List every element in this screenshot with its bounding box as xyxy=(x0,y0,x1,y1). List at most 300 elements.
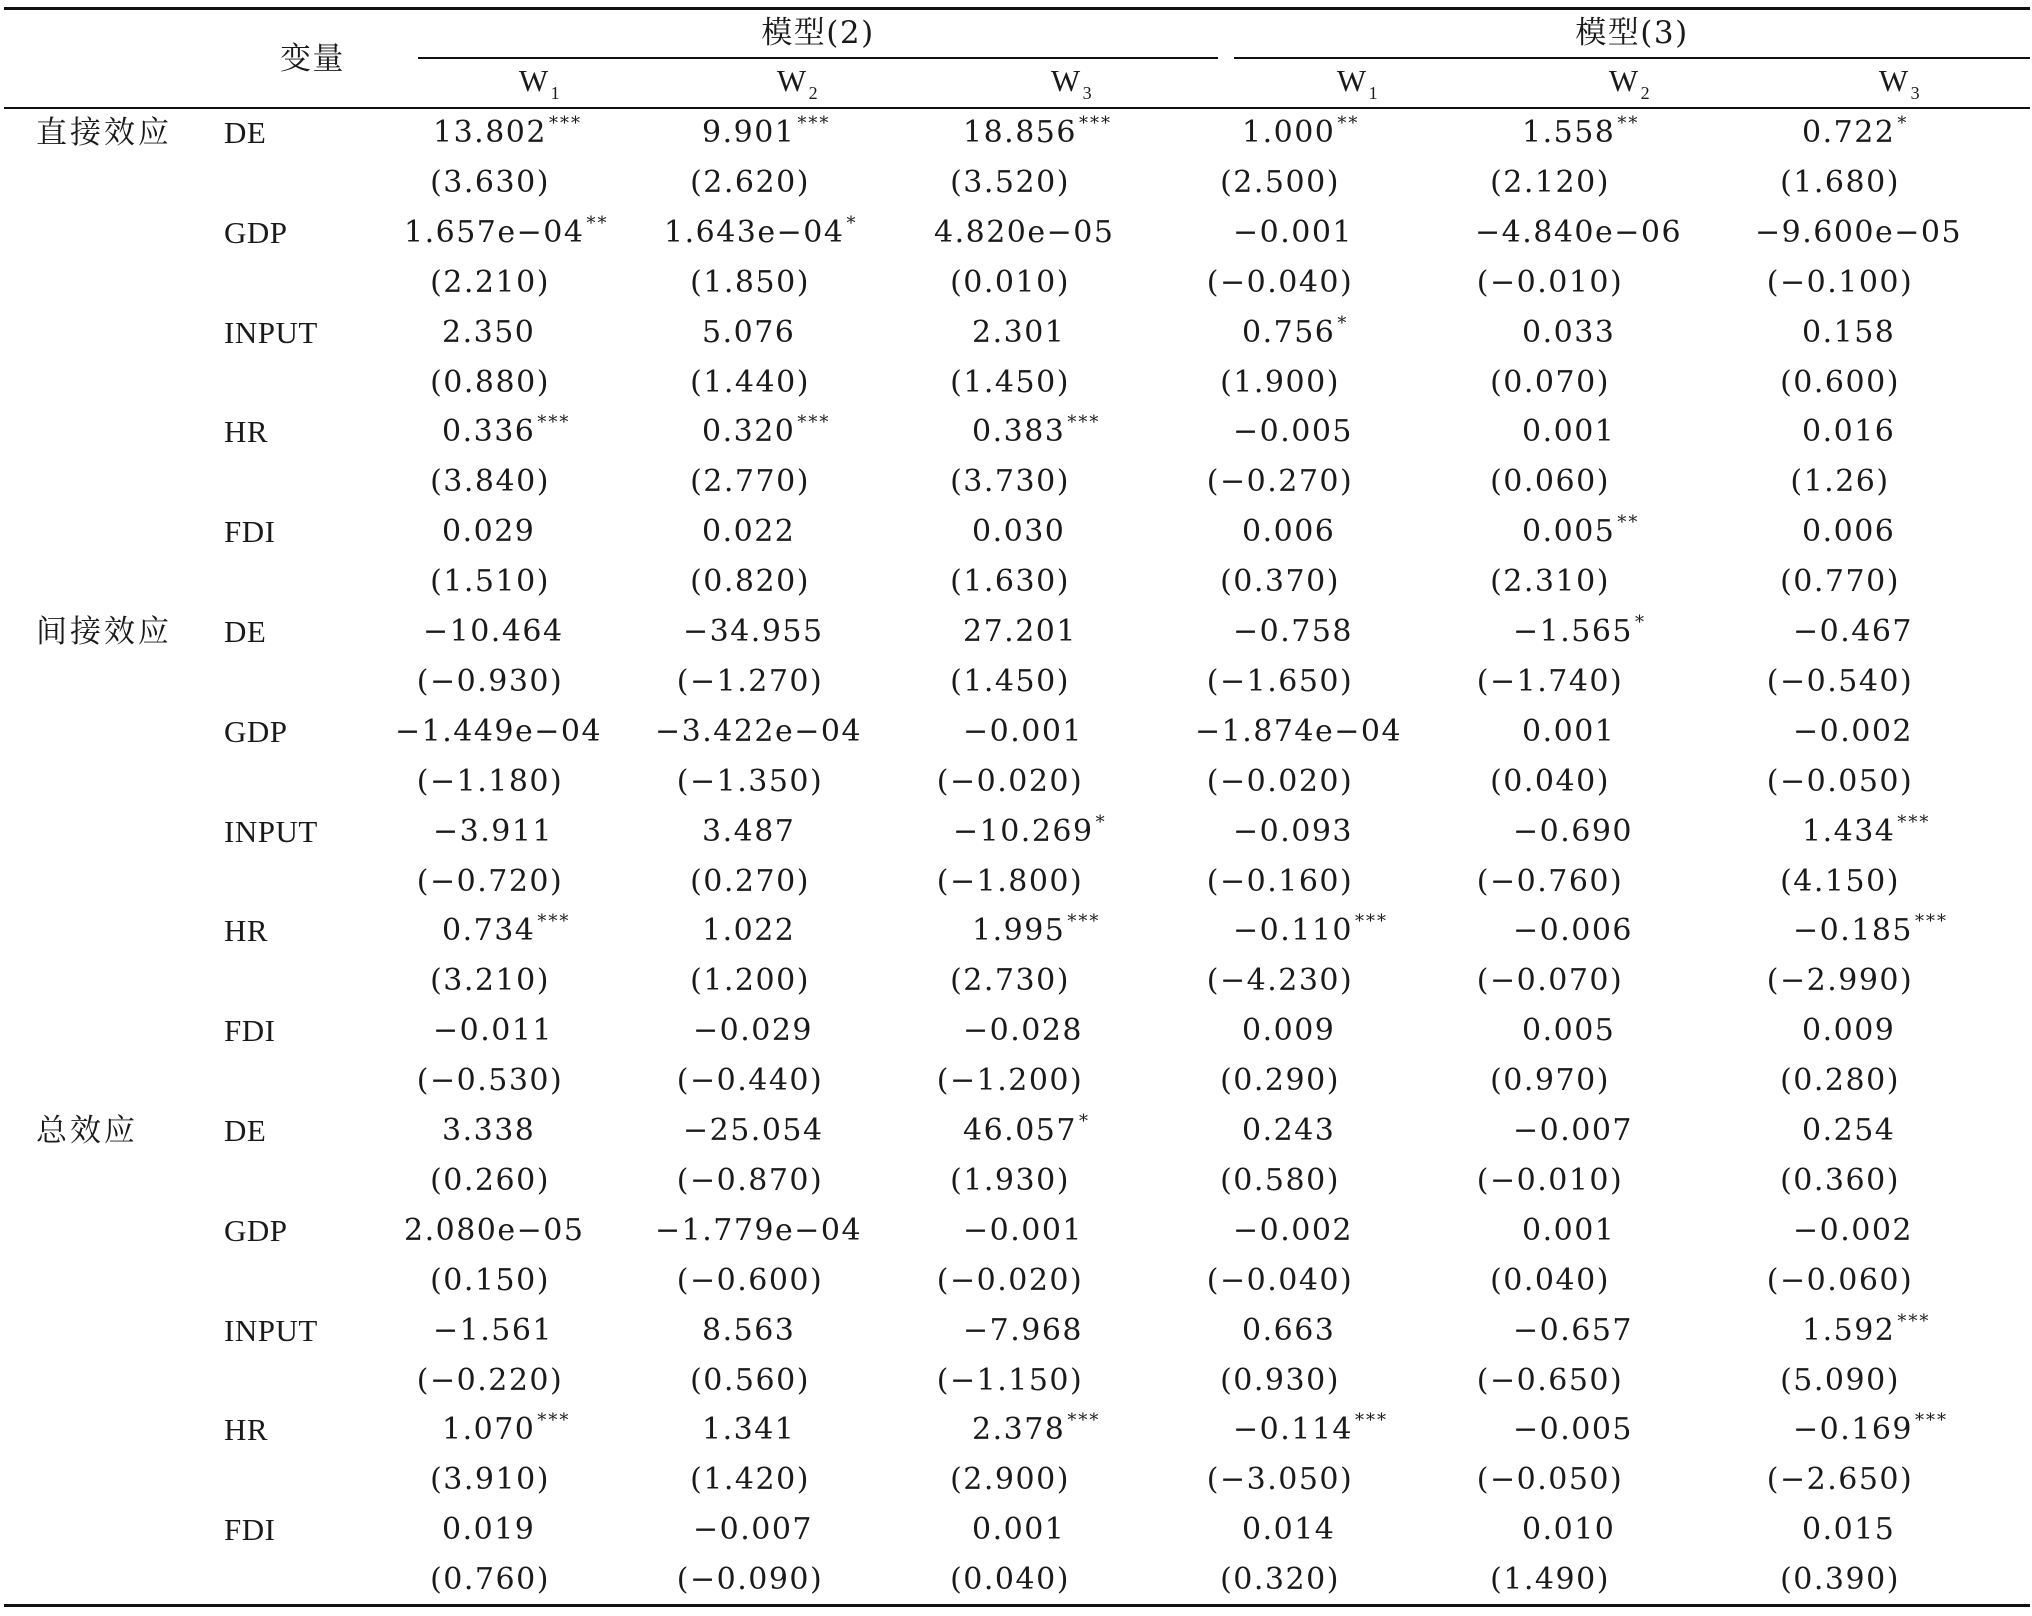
variable-label: INPUT xyxy=(224,813,318,849)
variable-label: DE xyxy=(224,614,267,649)
coef-cell xyxy=(1522,1214,1615,1248)
coef-value: −0.657 xyxy=(1513,1312,1634,1348)
coef-value: 0.009 xyxy=(1242,1013,1336,1049)
coef-value: −0.002 xyxy=(1793,1212,1914,1248)
coef-value: −1.561 xyxy=(433,1312,554,1348)
coef-value: 18.856 xyxy=(963,115,1077,150)
tstat-cell: (1.850) xyxy=(690,264,810,300)
coef-cell xyxy=(972,1410,1101,1451)
coef-cell xyxy=(972,911,1101,952)
tstat-cell: (−0.160) xyxy=(1206,863,1354,899)
coef-cell xyxy=(1802,811,1931,853)
coef-value: −0.093 xyxy=(1233,813,1354,849)
coef-cell xyxy=(1802,415,1895,449)
coef-cell xyxy=(1233,415,1353,449)
weight-letter: W xyxy=(1050,63,1082,98)
tstat-cell: (3.730) xyxy=(950,464,1070,500)
tstat-cell: (1.200) xyxy=(690,963,810,999)
coef-cell xyxy=(433,815,553,849)
coef-cell xyxy=(1802,1310,1931,1352)
coef-cell xyxy=(702,113,831,154)
coef-cell xyxy=(693,1014,813,1048)
coef-cell xyxy=(972,515,1065,549)
weight-subscript: 1 xyxy=(550,83,562,103)
weight-letter: W xyxy=(776,63,808,98)
coef-value: −0.002 xyxy=(1793,713,1914,749)
coef-value: 0.009 xyxy=(1802,1013,1896,1049)
coef-cell xyxy=(963,113,1112,154)
tstat-cell: (−0.040) xyxy=(1206,1262,1354,1298)
coef-cell xyxy=(1242,515,1335,549)
tstat-cell: (−0.060) xyxy=(1766,1262,1914,1298)
tstat-cell: (−0.090) xyxy=(676,1562,824,1598)
coef-value: −0.002 xyxy=(1233,1212,1354,1248)
variable-label: GDP xyxy=(224,713,288,749)
tstat-cell: (0.600) xyxy=(1780,364,1900,400)
coef-value: 4.820e−05 xyxy=(934,214,1115,250)
coef-value: 0.005 xyxy=(1522,514,1616,550)
coef-value: 0.756 xyxy=(1242,314,1336,350)
tstat-cell: (0.320) xyxy=(1220,1562,1340,1598)
coef-cell xyxy=(1513,612,1647,653)
coef-cell xyxy=(693,1513,813,1547)
coef-value: −3.911 xyxy=(433,813,554,849)
coef-cell xyxy=(1233,1214,1353,1248)
coef-cell xyxy=(404,212,609,254)
tstat-cell: (3.210) xyxy=(430,963,550,999)
tstat-cell: (−0.040) xyxy=(1206,264,1354,300)
tstat-cell: (2.620) xyxy=(690,164,810,200)
coef-cell xyxy=(963,615,1077,649)
tstat-cell: (1.26) xyxy=(1790,464,1890,500)
tstat-cell: (−4.230) xyxy=(1206,963,1354,999)
significance-stars: *** xyxy=(797,113,831,134)
tstat-cell: (2.120) xyxy=(1490,164,1610,200)
model2-underline xyxy=(418,57,1218,59)
tstat-cell: (−1.270) xyxy=(676,663,824,699)
coef-value: 0.006 xyxy=(1802,514,1896,550)
tstat-cell: (1.450) xyxy=(950,663,1070,699)
weight-header-6 xyxy=(1879,64,1921,102)
coef-cell xyxy=(702,412,831,453)
coef-cell xyxy=(1233,1410,1389,1451)
variable-header: 变量 xyxy=(280,41,345,77)
coef-value: −0.001 xyxy=(963,1212,1084,1248)
coef-cell xyxy=(972,412,1101,453)
significance-stars: *** xyxy=(537,1410,571,1432)
coef-cell xyxy=(1793,715,1913,749)
significance-stars: * xyxy=(1897,113,1909,134)
coef-value: 2.080e−05 xyxy=(404,1212,585,1248)
model2-header: 模型(2) xyxy=(761,15,875,51)
coef-value: −0.007 xyxy=(1513,1113,1634,1148)
tstat-cell: (0.360) xyxy=(1780,1162,1900,1198)
coef-cell xyxy=(442,412,571,453)
coef-cell xyxy=(1522,316,1615,350)
tstat-cell: (−1.180) xyxy=(416,763,564,799)
tstat-cell: (−0.870) xyxy=(676,1162,824,1198)
tstat-cell: (2.770) xyxy=(690,464,810,500)
tstat-cell: (3.910) xyxy=(430,1462,550,1498)
weight-letter: W xyxy=(1878,63,1910,98)
variable-label: HR xyxy=(224,913,269,949)
tstat-cell: (0.770) xyxy=(1780,564,1900,600)
weight-header-3 xyxy=(1051,64,1093,102)
coef-value: 1.070 xyxy=(442,1412,536,1448)
tstat-cell: (−1.150) xyxy=(936,1362,1084,1398)
significance-stars: * xyxy=(1095,811,1107,833)
coef-value: −0.169 xyxy=(1793,1412,1914,1448)
coef-cell xyxy=(1513,815,1633,849)
coef-cell xyxy=(1802,316,1895,350)
coef-cell xyxy=(1793,615,1913,649)
significance-stars: *** xyxy=(1897,811,1931,833)
tstat-cell: (0.930) xyxy=(1220,1362,1340,1398)
coef-cell xyxy=(1802,515,1895,549)
coef-value: 0.001 xyxy=(1522,414,1616,450)
variable-label: HR xyxy=(224,414,269,450)
significance-stars: * xyxy=(1078,1111,1090,1132)
coef-value: −0.029 xyxy=(693,1013,814,1049)
coef-cell xyxy=(1522,113,1640,154)
coef-value: 13.802 xyxy=(433,115,547,150)
coef-value: −0.467 xyxy=(1793,614,1914,649)
tstat-cell: (2.310) xyxy=(1490,564,1610,600)
significance-stars: *** xyxy=(537,911,571,933)
variable-label: GDP xyxy=(224,214,288,250)
coef-value: −4.840e−06 xyxy=(1475,214,1683,250)
coef-cell xyxy=(972,1513,1065,1547)
variable-label: FDI xyxy=(224,1013,276,1049)
coef-value: −0.690 xyxy=(1513,813,1634,849)
weight-subscript: 3 xyxy=(1082,83,1094,103)
tstat-cell: (0.560) xyxy=(690,1362,810,1398)
coef-value: 0.006 xyxy=(1242,514,1336,550)
coef-value: 46.057 xyxy=(963,1113,1077,1148)
coef-value: −10.269 xyxy=(953,813,1094,849)
significance-stars: * xyxy=(846,212,858,234)
coef-cell xyxy=(1513,1114,1633,1148)
coef-cell xyxy=(1242,113,1360,154)
tstat-cell: (1.450) xyxy=(950,364,1070,400)
coef-value: 0.016 xyxy=(1802,414,1896,450)
tstat-cell: (0.290) xyxy=(1220,1063,1340,1099)
coef-value: −0.005 xyxy=(1233,414,1354,450)
tstat-cell: (1.490) xyxy=(1490,1562,1610,1598)
coef-cell xyxy=(442,1114,535,1148)
coef-value: −1.779e−04 xyxy=(655,1212,863,1248)
coef-value: 0.243 xyxy=(1242,1113,1336,1148)
coef-value: −0.028 xyxy=(963,1013,1084,1049)
coef-value: −0.005 xyxy=(1513,1412,1634,1448)
coef-value: −0.185 xyxy=(1793,913,1914,949)
coef-cell xyxy=(963,1014,1083,1048)
tstat-cell: (0.040) xyxy=(950,1562,1070,1598)
coef-cell xyxy=(433,113,582,154)
tstat-cell: (−0.440) xyxy=(676,1063,824,1099)
coef-value: 0.383 xyxy=(972,414,1066,450)
significance-stars: *** xyxy=(1067,911,1101,933)
coef-value: −34.955 xyxy=(683,614,824,649)
tstat-cell: (−0.050) xyxy=(1766,763,1914,799)
coef-cell xyxy=(404,1214,584,1248)
coef-cell xyxy=(963,1111,1090,1152)
coef-cell xyxy=(1793,1214,1913,1248)
coef-value: −0.011 xyxy=(433,1013,554,1049)
tstat-cell: (2.210) xyxy=(430,264,550,300)
significance-stars: *** xyxy=(537,412,571,434)
coef-cell xyxy=(1755,216,1962,250)
coef-value: 0.019 xyxy=(442,1512,536,1548)
coef-cell xyxy=(1233,911,1389,952)
coef-cell xyxy=(423,615,564,649)
variable-label: HR xyxy=(224,1412,269,1448)
significance-stars: *** xyxy=(1078,113,1112,134)
coef-value: 9.901 xyxy=(702,115,796,150)
coef-cell xyxy=(655,715,862,749)
significance-stars: ** xyxy=(1617,512,1640,534)
coef-cell xyxy=(1802,113,1909,154)
coef-value: 8.563 xyxy=(702,1312,796,1348)
coef-cell xyxy=(1802,1114,1895,1148)
significance-stars: *** xyxy=(1897,1310,1931,1332)
tstat-cell: (1.900) xyxy=(1220,364,1340,400)
weight-letter: W xyxy=(518,63,550,98)
coef-cell xyxy=(1242,1314,1335,1348)
tstat-cell: (1.440) xyxy=(690,364,810,400)
coef-cell xyxy=(963,1214,1083,1248)
significance-stars: *** xyxy=(797,412,831,434)
coef-cell xyxy=(702,1314,795,1348)
coef-cell xyxy=(442,1410,571,1451)
weight-subscript: 2 xyxy=(1640,83,1652,103)
variable-label: INPUT xyxy=(224,314,318,350)
coef-cell xyxy=(683,1114,824,1148)
coef-value: 0.734 xyxy=(442,913,536,949)
coef-value: 1.995 xyxy=(972,913,1066,949)
coef-cell xyxy=(1242,1114,1335,1148)
tstat-cell: (−2.990) xyxy=(1766,963,1914,999)
tstat-cell: (2.900) xyxy=(950,1462,1070,1498)
tstat-cell: (0.260) xyxy=(430,1162,550,1198)
coef-cell xyxy=(1242,1513,1335,1547)
tstat-cell: (−3.050) xyxy=(1206,1462,1354,1498)
coef-value: 1.022 xyxy=(702,913,796,949)
coef-value: 2.301 xyxy=(972,314,1066,350)
coef-value: −3.422e−04 xyxy=(655,713,863,749)
variable-label: GDP xyxy=(224,1212,288,1248)
coef-value: 0.320 xyxy=(702,414,796,450)
coef-value: 0.336 xyxy=(442,414,536,450)
group-label: 直接效应 xyxy=(36,115,172,151)
tstat-cell: (0.150) xyxy=(430,1262,550,1298)
coef-value: −1.449e−04 xyxy=(395,713,603,749)
tstat-cell: (−0.530) xyxy=(416,1063,564,1099)
tstat-cell: (−0.010) xyxy=(1476,1162,1624,1198)
tstat-cell: (1.680) xyxy=(1780,164,1900,200)
coef-value: 0.029 xyxy=(442,514,536,550)
coef-cell xyxy=(683,615,824,649)
coef-cell xyxy=(963,715,1083,749)
coef-value: −9.600e−05 xyxy=(1755,214,1963,250)
coef-cell xyxy=(1793,1410,1949,1451)
coef-value: −0.110 xyxy=(1233,913,1354,949)
tstat-cell: (−0.720) xyxy=(416,863,564,899)
tstat-cell: (−1.800) xyxy=(936,863,1084,899)
coef-value: 1.000 xyxy=(1242,115,1336,150)
coef-value: 0.158 xyxy=(1802,314,1896,350)
coef-value: −10.464 xyxy=(423,614,564,649)
coef-cell xyxy=(664,212,858,254)
coef-value: 1.643e−04 xyxy=(664,214,845,250)
coef-cell xyxy=(655,1214,862,1248)
tstat-cell: (−1.350) xyxy=(676,763,824,799)
tstat-cell: (0.390) xyxy=(1780,1562,1900,1598)
tstat-cell: (0.760) xyxy=(430,1562,550,1598)
weight-header-4 xyxy=(1337,64,1379,102)
coef-value: 0.001 xyxy=(1522,1212,1616,1248)
variable-label: FDI xyxy=(224,514,276,550)
tstat-cell: (2.730) xyxy=(950,963,1070,999)
significance-stars: ** xyxy=(586,212,609,234)
coef-cell xyxy=(1522,715,1615,749)
tstat-cell: (3.520) xyxy=(950,164,1070,200)
coef-value: 1.434 xyxy=(1802,813,1896,849)
coef-value: −0.758 xyxy=(1233,614,1354,649)
coef-value: −25.054 xyxy=(683,1113,824,1148)
coef-value: −0.006 xyxy=(1513,913,1634,949)
coef-cell xyxy=(433,1014,553,1048)
coef-value: −0.114 xyxy=(1233,1412,1354,1448)
tstat-cell: (0.880) xyxy=(430,364,550,400)
weight-letter: W xyxy=(1336,63,1368,98)
tstat-cell: (2.500) xyxy=(1220,164,1340,200)
coef-cell xyxy=(1802,1513,1895,1547)
bottom-rule xyxy=(4,1604,2030,1607)
tstat-cell: (−0.010) xyxy=(1476,264,1624,300)
coef-cell xyxy=(953,811,1107,853)
tstat-cell: (3.630) xyxy=(430,164,550,200)
significance-stars: ** xyxy=(1337,113,1360,134)
tstat-cell: (−1.650) xyxy=(1206,663,1354,699)
coef-cell xyxy=(1513,1413,1633,1447)
tstat-cell: (−0.760) xyxy=(1476,863,1624,899)
tstat-cell: (1.930) xyxy=(950,1162,1070,1198)
tstat-cell: (1.630) xyxy=(950,564,1070,600)
tstat-cell: (4.150) xyxy=(1780,863,1900,899)
coef-cell xyxy=(1522,512,1640,553)
coef-cell xyxy=(1242,1014,1335,1048)
coef-cell xyxy=(934,216,1114,250)
tstat-cell: (−0.050) xyxy=(1476,1462,1624,1498)
coef-cell xyxy=(1233,216,1353,250)
coef-value: 0.022 xyxy=(702,514,796,550)
tstat-cell: (0.070) xyxy=(1490,364,1610,400)
variable-label: DE xyxy=(224,1113,267,1148)
coef-value: 1.592 xyxy=(1802,1312,1896,1348)
tstat-cell: (3.840) xyxy=(430,464,550,500)
group-label: 间接效应 xyxy=(36,614,172,650)
tstat-cell: (0.040) xyxy=(1490,763,1610,799)
model3-underline xyxy=(1234,57,2030,59)
coef-cell xyxy=(1475,216,1682,250)
significance-stars: ** xyxy=(1617,113,1640,134)
coef-value: 0.001 xyxy=(972,1512,1066,1548)
significance-stars: *** xyxy=(548,113,582,134)
coef-cell xyxy=(395,715,602,749)
tstat-cell: (−0.540) xyxy=(1766,663,1914,699)
coef-value: 0.005 xyxy=(1522,1013,1616,1049)
coef-cell xyxy=(702,914,795,948)
tstat-cell: (0.820) xyxy=(690,564,810,600)
coef-value: 2.378 xyxy=(972,1412,1066,1448)
significance-stars: *** xyxy=(1355,1410,1389,1432)
top-rule xyxy=(4,7,2030,10)
coef-cell xyxy=(702,515,795,549)
tstat-cell: (−1.740) xyxy=(1476,663,1624,699)
coef-value: 27.201 xyxy=(963,614,1077,649)
coef-cell xyxy=(963,1314,1083,1348)
coef-cell xyxy=(442,1513,535,1547)
weight-subscript: 2 xyxy=(808,83,820,103)
coef-cell xyxy=(702,1413,795,1447)
weight-subscript: 1 xyxy=(1368,83,1380,103)
weight-subscript: 3 xyxy=(1910,83,1922,103)
variable-label: INPUT xyxy=(224,1312,318,1348)
significance-stars: *** xyxy=(1355,911,1389,933)
coef-value: −0.007 xyxy=(693,1512,814,1548)
variable-label: DE xyxy=(224,115,267,150)
coef-cell xyxy=(1233,615,1353,649)
coef-cell xyxy=(442,316,535,350)
coef-value: 0.001 xyxy=(1522,713,1616,749)
coef-value: 5.076 xyxy=(702,314,796,350)
tstat-cell: (0.970) xyxy=(1490,1063,1610,1099)
weight-letter: W xyxy=(1608,63,1640,98)
coef-value: 0.254 xyxy=(1802,1113,1896,1148)
coef-cell xyxy=(433,1314,553,1348)
tstat-cell: (0.370) xyxy=(1220,564,1340,600)
tstat-cell: (0.010) xyxy=(950,264,1070,300)
coef-cell xyxy=(1513,1314,1633,1348)
coef-value: 1.558 xyxy=(1522,115,1616,150)
coef-value: −1.874e−04 xyxy=(1195,713,1403,749)
coef-cell xyxy=(1522,1513,1615,1547)
tstat-cell: (−0.220) xyxy=(416,1362,564,1398)
tstat-cell: (−1.200) xyxy=(936,1063,1084,1099)
tstat-cell: (−0.020) xyxy=(936,1262,1084,1298)
significance-stars: *** xyxy=(1067,412,1101,434)
tstat-cell: (0.280) xyxy=(1780,1063,1900,1099)
coef-cell xyxy=(702,815,795,849)
coef-value: 0.015 xyxy=(1802,1512,1896,1548)
tstat-cell: (−0.020) xyxy=(1206,763,1354,799)
tstat-cell: (−0.930) xyxy=(416,663,564,699)
coef-value: −7.968 xyxy=(963,1312,1084,1348)
coef-value: 0.014 xyxy=(1242,1512,1336,1548)
tstat-cell: (−0.020) xyxy=(936,763,1084,799)
tstat-cell: (−0.270) xyxy=(1206,464,1354,500)
significance-stars: *** xyxy=(1067,1410,1101,1432)
group-label: 总效应 xyxy=(36,1113,138,1149)
tstat-cell: (−0.070) xyxy=(1476,963,1624,999)
coef-cell xyxy=(1522,1014,1615,1048)
tstat-cell: (−0.600) xyxy=(676,1262,824,1298)
tstat-cell: (5.090) xyxy=(1780,1362,1900,1398)
coef-cell xyxy=(1522,415,1615,449)
coef-value: 3.338 xyxy=(442,1113,536,1148)
significance-stars: *** xyxy=(1915,1410,1949,1432)
